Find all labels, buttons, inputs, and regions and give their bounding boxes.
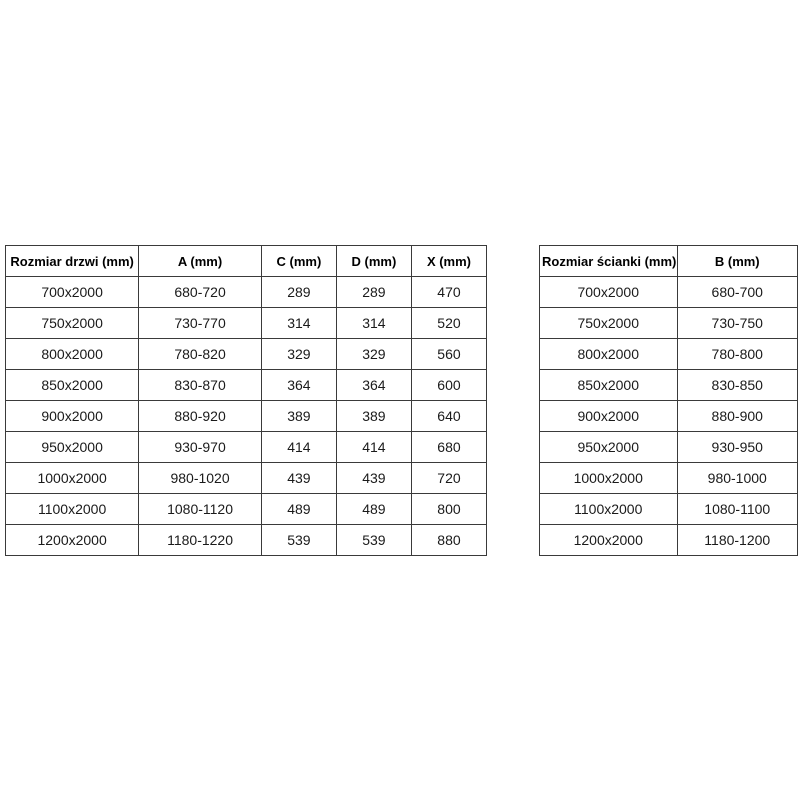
column-header: A (mm) (139, 246, 262, 277)
table-cell: 700x2000 (540, 277, 678, 308)
table-cell: 880-920 (139, 401, 262, 432)
table-cell: 560 (411, 339, 486, 370)
table-cell: 780-800 (677, 339, 798, 370)
table-row (540, 401, 798, 432)
column-header: B (mm) (677, 246, 798, 277)
table-cell: 980-1020 (139, 463, 262, 494)
table-header-row (540, 246, 798, 277)
table-cell: 930-950 (677, 432, 798, 463)
table-cell: 1080-1100 (677, 494, 798, 525)
table-cell: 800 (411, 494, 486, 525)
table-row (540, 525, 798, 556)
table-cell: 389 (336, 401, 411, 432)
table-cell: 1080-1120 (139, 494, 262, 525)
table-row (6, 370, 487, 401)
table-cell: 900x2000 (540, 401, 678, 432)
table-cell: 780-820 (139, 339, 262, 370)
table-cell: 414 (261, 432, 336, 463)
table-row (6, 308, 487, 339)
table-cell: 600 (411, 370, 486, 401)
table-cell: 680-700 (677, 277, 798, 308)
table-cell: 489 (261, 494, 336, 525)
table-cell: 680 (411, 432, 486, 463)
column-header: Rozmiar ścianki (mm) (540, 246, 678, 277)
table-cell: 930-970 (139, 432, 262, 463)
table-row (6, 401, 487, 432)
column-header: C (mm) (261, 246, 336, 277)
table-cell: 640 (411, 401, 486, 432)
table-cell: 730-770 (139, 308, 262, 339)
table-cell: 364 (336, 370, 411, 401)
table-row (540, 277, 798, 308)
table-cell: 520 (411, 308, 486, 339)
table-cell: 414 (336, 432, 411, 463)
table-cell: 950x2000 (6, 432, 139, 463)
table-row (540, 463, 798, 494)
column-header: Rozmiar drzwi (mm) (6, 246, 139, 277)
table-row (6, 463, 487, 494)
table-header-row (6, 246, 487, 277)
wall-size-table (539, 245, 798, 556)
table-row (540, 339, 798, 370)
table-cell: 289 (261, 277, 336, 308)
table-cell: 364 (261, 370, 336, 401)
table-row (540, 370, 798, 401)
table-cell: 980-1000 (677, 463, 798, 494)
table-cell: 539 (261, 525, 336, 556)
table-cell: 850x2000 (6, 370, 139, 401)
table-cell: 439 (336, 463, 411, 494)
table-cell: 470 (411, 277, 486, 308)
table-cell: 850x2000 (540, 370, 678, 401)
table-cell: 1000x2000 (6, 463, 139, 494)
column-header: X (mm) (411, 246, 486, 277)
table-cell: 720 (411, 463, 486, 494)
table-cell: 830-870 (139, 370, 262, 401)
table-cell: 900x2000 (6, 401, 139, 432)
table-cell: 800x2000 (6, 339, 139, 370)
table-row (540, 308, 798, 339)
table-row (6, 494, 487, 525)
door-size-table (5, 245, 487, 556)
table-cell: 880 (411, 525, 486, 556)
table-row (6, 277, 487, 308)
table-cell: 800x2000 (540, 339, 678, 370)
table-cell: 1180-1220 (139, 525, 262, 556)
table-cell: 1180-1200 (677, 525, 798, 556)
table-row (6, 432, 487, 463)
column-header: D (mm) (336, 246, 411, 277)
table-cell: 489 (336, 494, 411, 525)
door-size-table-container (5, 245, 487, 556)
table-cell: 1000x2000 (540, 463, 678, 494)
table-row (540, 432, 798, 463)
table-cell: 950x2000 (540, 432, 678, 463)
table-row (540, 494, 798, 525)
table-cell: 439 (261, 463, 336, 494)
table-cell: 329 (336, 339, 411, 370)
table-row (6, 525, 487, 556)
table-cell: 750x2000 (6, 308, 139, 339)
wall-size-table-container (539, 245, 798, 556)
table-cell: 880-900 (677, 401, 798, 432)
table-cell: 830-850 (677, 370, 798, 401)
table-cell: 700x2000 (6, 277, 139, 308)
table-cell: 1100x2000 (6, 494, 139, 525)
table-cell: 539 (336, 525, 411, 556)
table-cell: 314 (336, 308, 411, 339)
table-cell: 289 (336, 277, 411, 308)
table-cell: 750x2000 (540, 308, 678, 339)
table-cell: 730-750 (677, 308, 798, 339)
table-cell: 1100x2000 (540, 494, 678, 525)
table-cell: 1200x2000 (6, 525, 139, 556)
table-row (6, 339, 487, 370)
table-cell: 1200x2000 (540, 525, 678, 556)
table-cell: 329 (261, 339, 336, 370)
table-cell: 314 (261, 308, 336, 339)
table-cell: 680-720 (139, 277, 262, 308)
table-cell: 389 (261, 401, 336, 432)
